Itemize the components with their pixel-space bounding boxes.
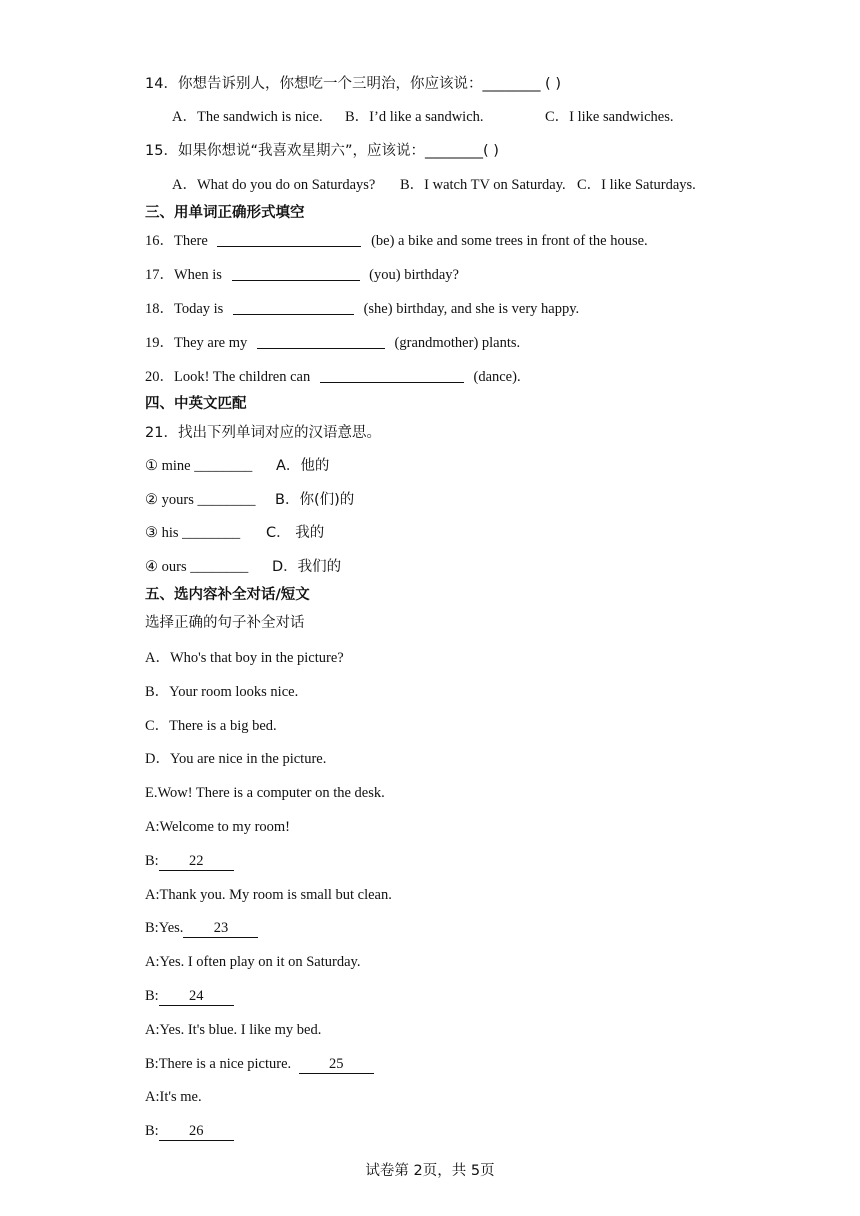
question-14-stem: 14．你想告诉别人，你想吃一个三明治，你应该说：________ ( ) <box>145 76 561 92</box>
dialogue-text: A:Yes. It's blue. I like my bed. <box>145 1022 322 1038</box>
dialogue-text: A:Yes. I often play on it on Saturday. <box>145 954 361 970</box>
question-16-text: 16．There <box>145 233 208 249</box>
page-footer: 试卷第 2页，共 5页 <box>365 1163 495 1179</box>
dialogue-text: A:Welcome to my room! <box>145 819 291 835</box>
choice-b: B．Your room looks nice. <box>145 684 299 700</box>
question-15-stem: 15．如果你想说“我喜欢星期六”，应该说：________( ) <box>145 143 499 159</box>
dialogue-line <box>145 919 258 938</box>
match-word-4: ④ ours ________ <box>145 559 249 575</box>
dialogue-line <box>145 953 360 971</box>
answer-blank[interactable] <box>233 300 354 315</box>
choice-a: A．Who's that boy in the picture? <box>145 650 344 666</box>
section-5-instruction: 选择正确的句子补全对话 <box>145 615 305 631</box>
section-3-heading: 三、用单词正确形式填空 <box>145 205 305 221</box>
dialogue-line <box>145 1055 374 1074</box>
dialogue-line <box>145 1088 202 1106</box>
question-16 <box>145 232 648 250</box>
answer-blank-26[interactable]: 26 <box>159 1122 234 1141</box>
question-14-option-a: A．The sandwich is nice. <box>172 109 323 125</box>
dialogue-text: B:Yes. <box>145 920 184 936</box>
question-16-hint: (be) a bike and some trees in front of the house. <box>371 233 648 249</box>
answer-blank[interactable] <box>257 334 385 349</box>
answer-blank-23[interactable]: 23 <box>183 919 258 938</box>
section-5-heading: 五、选内容补全对话/短文 <box>145 587 310 603</box>
question-15-option-a: A．What do you do on Saturdays? <box>172 177 376 193</box>
question-17 <box>145 266 459 284</box>
match-word-3: ③ his ________ <box>145 525 241 541</box>
match-meaning-d: D．我们的 <box>272 559 342 575</box>
choice-d: D．You are nice in the picture. <box>145 751 327 767</box>
answer-blank[interactable] <box>217 232 361 247</box>
match-meaning-b: B．你(们)的 <box>275 492 355 508</box>
dialogue-text: B: <box>145 988 159 1004</box>
dialogue-line <box>145 1122 234 1141</box>
answer-blank-24[interactable]: 24 <box>159 987 234 1006</box>
answer-blank[interactable] <box>232 266 360 281</box>
dialogue-text: B: <box>145 853 159 869</box>
question-15-option-c: C．I like Saturdays. <box>577 177 696 193</box>
question-20 <box>145 368 521 386</box>
choice-e: E.Wow! There is a computer on the desk. <box>145 785 385 801</box>
dialogue-text: B: <box>145 1123 159 1139</box>
question-17-text: 17．When is <box>145 267 222 283</box>
dialogue-line <box>145 852 234 871</box>
match-meaning-a: A．他的 <box>276 458 330 474</box>
question-19 <box>145 334 520 352</box>
question-20-text: 20．Look! The children can <box>145 369 311 385</box>
question-17-hint: (you) birthday? <box>369 267 459 283</box>
question-14-option-c: C．I like sandwiches. <box>545 109 674 125</box>
match-meaning-c: C． 我的 <box>266 525 325 541</box>
section-4-heading: 四、中英文匹配 <box>145 396 247 412</box>
answer-blank[interactable] <box>320 368 464 383</box>
dialogue-text: A:It's me. <box>145 1089 202 1105</box>
question-19-text: 19．They are my <box>145 335 248 351</box>
dialogue-line <box>145 1021 321 1039</box>
dialogue-text: A:Thank you. My room is small but clean. <box>145 887 392 903</box>
question-14-option-b: B．I’d like a sandwich. <box>345 109 484 125</box>
question-18-text: 18．Today is <box>145 301 224 317</box>
question-21-instruction: 21．找出下列单词对应的汉语意思。 <box>145 425 381 441</box>
question-19-hint: (grandmother) plants. <box>394 335 521 351</box>
question-18-hint: (she) birthday, and she is very happy. <box>363 301 580 317</box>
dialogue-text: B:There is a nice picture. <box>145 1056 295 1072</box>
dialogue-line <box>145 818 290 836</box>
match-word-1: ① mine ________ <box>145 458 253 474</box>
question-15-option-b: B．I watch TV on Saturday. <box>400 177 566 193</box>
choice-c: C．There is a big bed. <box>145 718 277 734</box>
match-word-2: ② yours ________ <box>145 492 256 508</box>
dialogue-line <box>145 886 392 904</box>
question-20-hint: (dance). <box>473 369 521 385</box>
answer-blank-22[interactable]: 22 <box>159 852 234 871</box>
question-18 <box>145 300 579 318</box>
answer-blank-25[interactable]: 25 <box>299 1055 374 1074</box>
dialogue-line <box>145 987 234 1006</box>
